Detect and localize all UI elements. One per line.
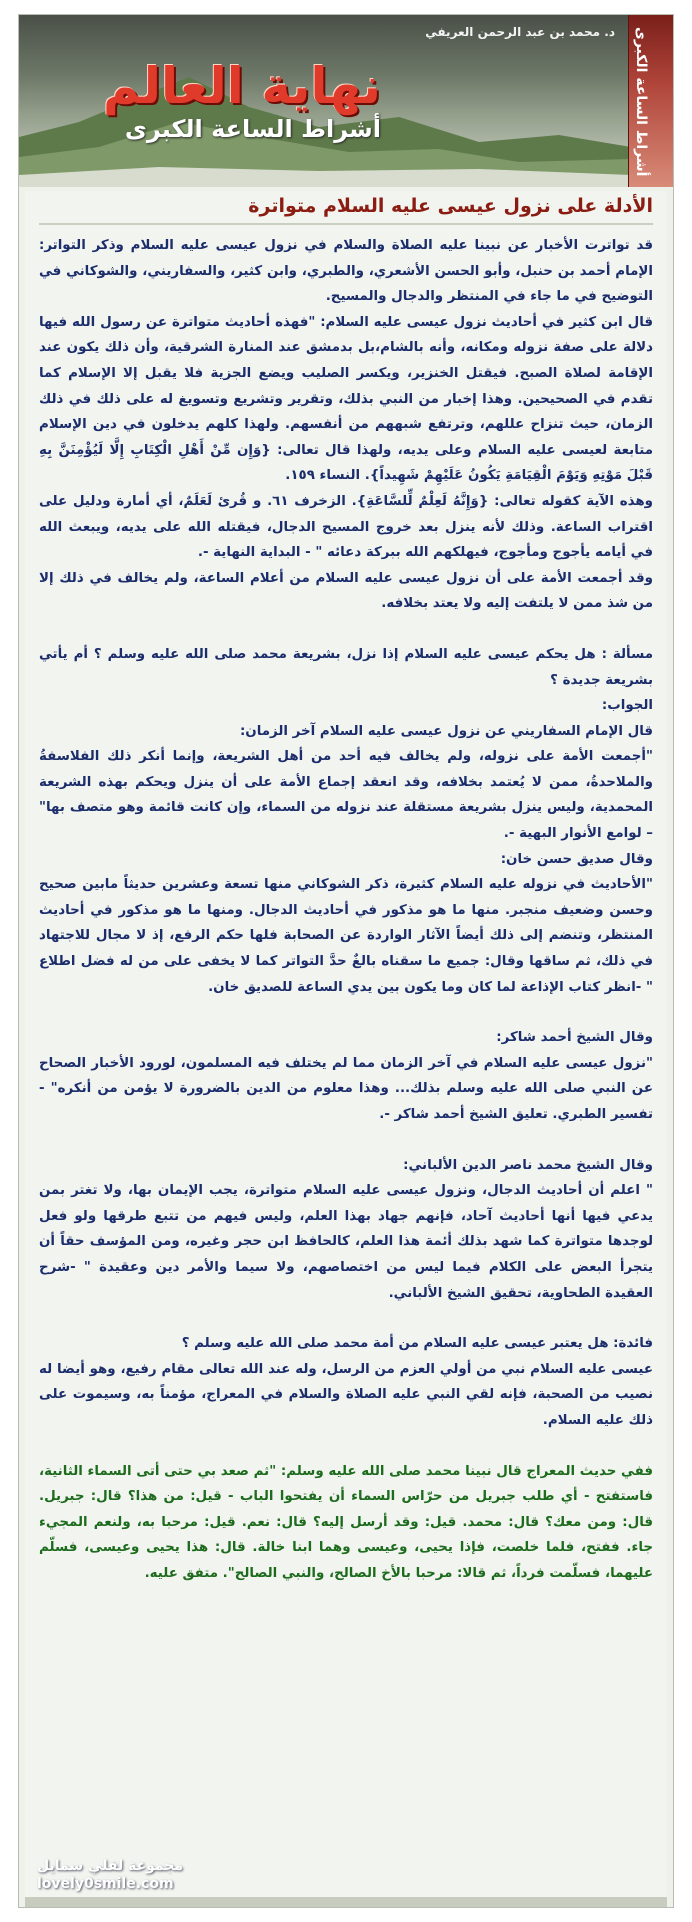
paragraph: "نزول عيسى عليه السلام في آخر الزمان مما لم يختلف فيه المسلمون، لورود الأخبار الصحاح عن النبي صلى الله عليه وسلم بذلك... وهذا معلوم من الدين بالضرورة لا يؤمن من أنكره" - تفسير الطبري. تعليق الشيخ أحمد شاكر -. bbox=[39, 1055, 653, 1122]
page-frame bbox=[18, 14, 674, 1908]
paragraph: قال ابن كثير في أحاديث نزول عيسى عليه السلام: "فهذه أحاديث متواترة عن رسول الله فيها دلالة على صفة نزوله ومكانه، وأنه بالشام،بل بدمشق عند المنارة الشرقية، وأن ذلك يكون عند الإقامة لصلاة الصبح. فيقتل الخنزير، ويكسر الصليب ويضع الجزية فلا يقبل إلا الإسلام كما تقدم في الصحيحين. وهذا إخبار من النبي بذلك، وتقرير وتشريع وتسويغ له على ذلك في ذلك الزمان، حيث تنزاح عللهم، وترتفع شبههم من أنفسهم. ولهذا كلهم يدخلون في دين الإسلام متابعة لعيسى عليه السلام وعلى يديه، ولهذا قال تعالى: {وَإِن مِّنْ أَهْلِ الْكِتَابِ إِلَّا لَيُؤْمِنَنَّ بِهِ قَبْلَ مَوْتِهِ وَيَوْمَ الْقِيَامَةِ يَكُونُ عَلَيْهِمْ شَهِيداً}. النساء ١٥٩. bbox=[39, 314, 653, 484]
header-banner bbox=[19, 15, 631, 187]
watermark-url: lovely0smile.com bbox=[37, 1876, 174, 1892]
article-content bbox=[25, 191, 667, 1907]
paragraph: الجواب: bbox=[601, 698, 653, 714]
paragraph: وقال الشيخ محمد ناصر الدين الألباني: bbox=[403, 1157, 653, 1173]
article-body bbox=[39, 233, 653, 1587]
side-label: أشراط الساعة الكبرى bbox=[633, 27, 649, 177]
watermark-arabic: مجموعة لفلي سمايل bbox=[37, 1858, 184, 1874]
paragraph: وقال الشيخ أحمد شاكر: bbox=[496, 1030, 653, 1046]
site-watermark bbox=[37, 1857, 183, 1893]
article-heading: الأدلة على نزول عيسى عليه السلام متواترة bbox=[39, 195, 653, 225]
side-strip bbox=[628, 15, 673, 187]
spacer bbox=[39, 1128, 653, 1153]
paragraph: وقال صديق حسن خان: bbox=[500, 851, 653, 867]
spacer bbox=[39, 1000, 653, 1025]
book-title: نهاية العالم bbox=[103, 57, 381, 115]
paragraph: قال الإمام السفاريني عن نزول عيسى عليه السلام آخر الزمان: bbox=[239, 723, 653, 739]
footer-bar bbox=[25, 1897, 667, 1907]
paragraph: قد تواترت الأخبار عن نبينا عليه الصلاة والسلام في نزول عيسى عليه السلام وذكر التواتر: الإمام أحمد بن حنبل، وأبو الحسن الأشعري، والطبري، وابن كثير، والسفاريني، والشوكاني في التوضيح في ما جاء في المنتظر والدجال والمسيح. bbox=[39, 238, 653, 305]
paragraph: "أجمعت الأمة على نزوله، ولم يخالف فيه أحد من أهل الشريعة، وإنما أنكر ذلك الفلاسفةُ والملاحدةُ، ممن لا يُعتمد بخلافه، وقد انعقد إجماع الأمة على أن ينزل ويحكم بهذه الشريعة المحمدية، وليس ينزل بشريعة مستقلة عند نزوله من السماء، وإن كانت قائمة وهو متصف بها" – لوامع الأنوار البهية -. bbox=[39, 749, 653, 842]
paragraph: عيسى عليه السلام نبي من أولي العزم من الرسل، وله عند الله تعالى مقام رفيع، وهو أيضا له نصيب من الصحبة، فإنه لقي النبي عليه الصلاة والسلام في المعراج، مؤمناً به، وسيموت على ذلك عليه السلام. bbox=[39, 1361, 653, 1428]
spacer bbox=[39, 617, 653, 642]
book-subtitle: أشراط الساعة الكبرى bbox=[124, 115, 381, 143]
author-name: د. محمد بن عبد الرحمن العريفي bbox=[425, 25, 615, 39]
hadith-paragraph: ففي حديث المعراج قال نبينا محمد صلى الله عليه وسلم: "ثم صعد بي حتى أتى السماء الثانية، فاستفتح - أي طلب جبريل من حرّاس السماء أن يفتحوا الباب - قيل: من هذا؟ قال: جبريل. قال: ومن معك؟ قال: محمد. قيل: وقد أرسل إليه؟ قال: نعم. قيل: مرحبا به، ولنعم المجيء جاء. ففتح، فلما خلصت، فإذا يحيى، وعيسى وهما ابنا خالة. قال: هذا يحيى وعيسى، فسلّم عليهما، فسلّمت فرداً، ثم قالا: مرحبا بالأخ الصالح، والنبي الصالح". متفق عليه. bbox=[39, 1463, 653, 1581]
paragraph: مسألة : هل يحكم عيسى عليه السلام إذا نزل، بشريعة محمد صلى الله عليه وسلم ؟ أم يأتي بشريعة جديدة ؟ bbox=[39, 646, 653, 688]
paragraph: " اعلم أن أحاديث الدجال، ونزول عيسى عليه السلام متواترة، يجب الإيمان بها، ولا تغتر بمن يدعي فيها أنها أحاديث آحاد، فإنهم جهاد بهذا العلم، وليس فيهم من تتبع طرقها ولو فعل لوجدها متواترة كما شهد بذلك أئمة هذا العلم، كالحافظ ابن حجر وغيره، ومن المؤسف حقاً أن يتجرأ البعض على الكلام فيما ليس من اختصاصهم، ولا سيما والأمر دين وعقيدة " -شرح العقيدة الطحاوية، تحقيق الشيخ الألباني. bbox=[39, 1183, 653, 1301]
paragraph: وقد أجمعت الأمة على أن نزول عيسى عليه السلام من أعلام الساعة، ولم يخالف في ذلك إلا من شذ ممن لا يلتفت إليه ولا يعتد بخلافه. bbox=[39, 570, 653, 612]
paragraph: وهذه الآية كقوله تعالى: {وَإِنَّهُ لَعِلْمٌ لِّلسَّاعَةِ}. الزخرف ٦١. و قُرئ لَعَلَمٌ، أي أمارة ودليل على اقتراب الساعة. وذلك لأنه ينزل بعد خروج المسيح الدجال، فيقتله الله على يديه، ويبعث الله في أيامه يأجوج ومأجوج، فيهلكهم الله ببركة دعائه " - البداية النهاية -. bbox=[39, 493, 653, 561]
spacer bbox=[39, 1434, 653, 1459]
spacer bbox=[39, 1306, 653, 1331]
paragraph: فائدة: هل يعتبر عيسى عليه السلام من أمة محمد صلى الله عليه وسلم ؟ bbox=[181, 1336, 653, 1352]
paragraph: "الأحاديث في نزوله عليه السلام كثيرة، ذكر الشوكاني منها تسعة وعشرين حديثاً مابين صحيح وحسن وضعيف منجبر. منها ما هو مذكور في أحاديث الدجال. ومنها ما هو مذكور في أحاديث المنتظر، وتنضم إلى ذلك أيضاً الآثار الواردة عن الصحابة فلها حكم الرفع، إذ لا مجال للاجتهاد في ذلك، ثم ساقها وقال: جميع ما سقناه بالغٌ حدَّ التواتر كما لا يخفى على من له فضل اطلاع " -انظر كتاب الإذاعة لما كان وما يكون بين يدي الساعة للصديق خان. bbox=[39, 877, 653, 995]
